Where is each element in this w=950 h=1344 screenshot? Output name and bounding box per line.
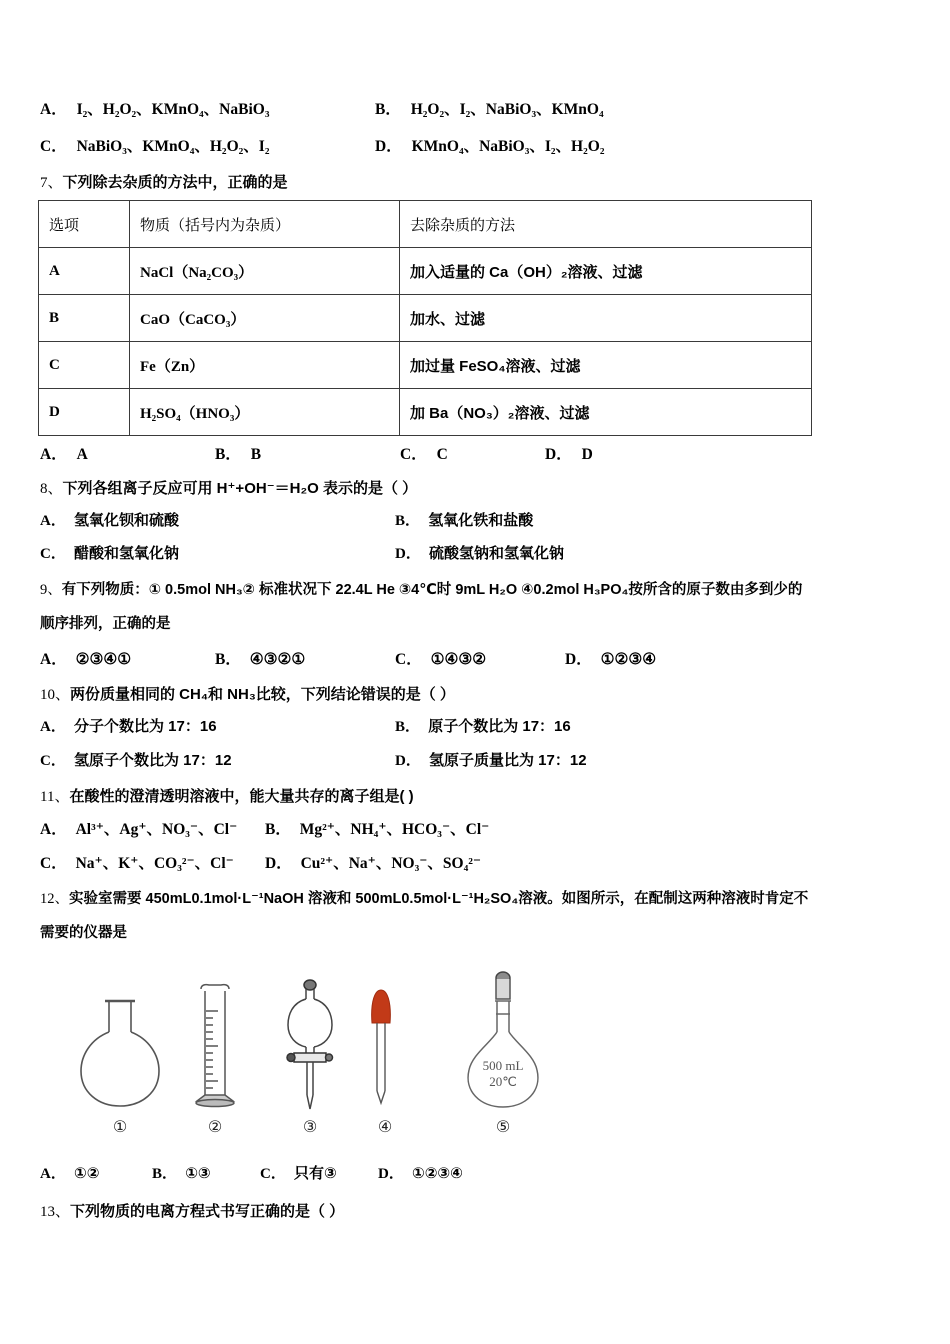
q7-option-b-text: B (250, 446, 262, 463)
q9-option-a-text: ②③④① (75, 651, 132, 668)
apparatus-figure (40, 965, 600, 1145)
q8-option-a (40, 512, 179, 531)
q9-option-c-label: C． (395, 651, 422, 668)
q9-stem-line-2: 顺序排列，正确的是 (40, 616, 171, 632)
q10-option-b (395, 718, 571, 737)
q9-option-a (40, 650, 131, 669)
q11-option-b-text: Mg²⁺、NH₄⁺、HCO₃⁻、Cl⁻ (299, 821, 490, 838)
q7-option-c-label: C． (400, 446, 427, 463)
table-cell-option: B (39, 295, 130, 342)
q11-option-a-text: Al³⁺、Ag⁺、NO₃⁻、Cl⁻ (75, 821, 238, 838)
q11-stem-text: 在酸性的澄清透明溶液中，能大量共存的离子组是( ) (69, 788, 414, 805)
table-cell-substance: CaO（CaCO₃） (130, 295, 400, 342)
q11-option-a-label: A． (40, 821, 67, 838)
q8-option-b-text: 氢氧化铁和盐酸 (428, 512, 534, 529)
q11-option-d-text: Cu²⁺、Na⁺、NO₃⁻、SO₄²⁻ (300, 855, 482, 872)
q12-option-b-label: B． (152, 1166, 178, 1182)
q12-option-b (152, 1165, 211, 1184)
table-cell-option: A (39, 248, 130, 295)
q12-stem-text-1: 实验室需要 450mL0.1mol·L⁻¹NaOH 溶液和 500mL0.5mol·L⁻¹H₂SO₄溶液。如图所示，在配制这两种溶液时肯定不 (69, 891, 809, 907)
q7-option-b-label: B． (215, 446, 241, 463)
q7-number: 7、 (40, 175, 63, 191)
q12-option-a-label: A． (40, 1166, 66, 1182)
q6-option-c-text: NaBiO₃、KMnO₄、H₂O₂、I₂ (76, 138, 270, 155)
q9-stem-text-1: 有下列物质：① 0.5mol NH₃② 标准状况下 22.4L He ③4℃时 9mL H₂O ④0.2mol H₃PO₄按所含的原子数由多到少的 (61, 582, 803, 598)
q12-option-d (378, 1165, 463, 1184)
q9-number: 9、 (40, 582, 62, 598)
q7-option-c-text: C (436, 446, 448, 463)
q8-option-a-label: A． (40, 513, 66, 529)
figure-caption-5: ⑤ (495, 1117, 511, 1136)
q13-stem-text: 下列物质的电离方程式书写正确的是（ ） (70, 1203, 345, 1220)
q12-option-c (260, 1165, 337, 1184)
q7-option-a-text: A (76, 446, 88, 463)
table-header-substance: 物质（括号内为杂质） (130, 201, 400, 248)
q10-option-c (40, 752, 232, 771)
figure-caption-3: ③ (302, 1117, 318, 1136)
table-cell-method: 加水、过滤 (400, 295, 812, 342)
q12-option-a (40, 1165, 99, 1184)
table-row (39, 248, 812, 295)
q10-option-d (395, 752, 587, 771)
q10-option-c-label: C． (40, 753, 66, 769)
q10-stem-line (40, 685, 455, 705)
q7-option-d-text: D (581, 446, 593, 463)
q8-stem-text: 下列各组离子反应可用 H⁺+OH⁻＝H₂O 表示的是（ ） (62, 480, 418, 497)
volumetric-flask-volume-label: 500 mL (482, 1058, 524, 1073)
dropper-icon (360, 987, 406, 1109)
q8-option-d (395, 545, 564, 564)
table-cell-method: 加过量 FeSO₄溶液、过滤 (400, 342, 812, 389)
q7-option-a-label: A． (40, 446, 67, 463)
q10-option-b-text: 原子个数比为 17：16 (428, 718, 571, 735)
q6-option-a-label: A． (40, 101, 67, 118)
impurity-removal-table (38, 200, 812, 436)
q10-number: 10、 (40, 687, 71, 703)
q7-option-a (40, 445, 88, 464)
table-cell-substance: NaCl（Na₂CO₃） (130, 248, 400, 295)
q9-stem-line-1 (40, 581, 802, 599)
q6-option-c-label: C． (40, 138, 67, 155)
q12-option-d-label: D． (378, 1166, 404, 1182)
q9-option-c (395, 650, 486, 669)
figure-caption-1: ① (112, 1117, 128, 1136)
table-cell-option: C (39, 342, 130, 389)
q6-option-b-label: B． (375, 101, 401, 118)
round-bottom-flask-icon (75, 985, 165, 1110)
q6-option-d-text: KMnO₄、NaBiO₃、I₂、H₂O₂ (411, 138, 605, 155)
q11-option-b (265, 820, 489, 839)
q12-option-c-text: 只有③ (294, 1165, 337, 1182)
table-row (39, 295, 812, 342)
figure-caption-4: ④ (377, 1117, 393, 1136)
q13-stem-line (40, 1202, 344, 1222)
table-cell-method: 加 Ba（NO₃）₂溶液、过滤 (400, 389, 812, 436)
q11-option-b-label: B． (265, 821, 291, 838)
q10-option-a (40, 718, 217, 737)
q7-option-d-label: D． (545, 446, 572, 463)
table-cell-substance: Fe（Zn） (130, 342, 400, 389)
q8-option-b-label: B． (395, 513, 421, 529)
q9-option-b-text: ④③②① (249, 651, 306, 668)
q7-option-b (215, 445, 261, 464)
table-header-method: 去除杂质的方法 (400, 201, 812, 248)
q11-option-d (265, 854, 481, 873)
q8-option-b (395, 512, 533, 531)
q9-option-b (215, 650, 305, 669)
q8-option-d-text: 硫酸氢钠和氢氧化钠 (429, 545, 565, 562)
q6-option-d (375, 137, 604, 156)
q12-option-d-text: ①②③④ (412, 1165, 463, 1182)
q6-option-b-text: H₂O₂、I₂、NaBiO₃、KMnO₄ (410, 101, 604, 118)
q11-option-a (40, 820, 237, 839)
figure-caption-2: ② (207, 1117, 223, 1136)
table-header-row (39, 201, 812, 248)
q12-number: 12、 (40, 891, 69, 907)
q12-option-c-label: C． (260, 1166, 286, 1182)
q8-option-a-text: 氢氧化钡和硫酸 (74, 512, 180, 529)
table-row (39, 342, 812, 389)
q9-option-d-label: D． (565, 651, 592, 668)
q8-option-c-text: 醋酸和氢氧化钠 (74, 545, 180, 562)
q10-option-d-label: D． (395, 753, 421, 769)
q10-option-b-label: B． (395, 719, 421, 735)
q7-option-d (545, 445, 593, 464)
q10-option-c-text: 氢原子个数比为 17：12 (74, 752, 232, 769)
volumetric-flask-temp-label: 20℃ (489, 1074, 517, 1089)
q6-option-a-text: I₂、H₂O₂、KMnO₄、NaBiO₃ (76, 101, 270, 118)
q11-number: 11、 (40, 789, 70, 805)
table-cell-substance: H₂SO₄（HNO₃） (130, 389, 400, 436)
q10-option-a-text: 分子个数比为 17：16 (74, 718, 217, 735)
table-cell-option: D (39, 389, 130, 436)
q8-number: 8、 (40, 481, 63, 497)
q8-option-c-label: C． (40, 546, 66, 562)
q13-number: 13、 (40, 1204, 71, 1220)
q11-option-d-label: D． (265, 855, 292, 872)
q8-option-c (40, 545, 179, 564)
q7-stem-text: 下列除去杂质的方法中，正确的是 (62, 174, 288, 191)
q12-option-a-text: ①② (74, 1165, 100, 1182)
q12-option-b-text: ①③ (185, 1165, 211, 1182)
q10-option-d-text: 氢原子质量比为 17：12 (429, 752, 587, 769)
q8-option-d-label: D． (395, 546, 421, 562)
q9-option-b-label: B． (215, 651, 241, 668)
q6-option-c (40, 137, 269, 156)
q8-stem-line (40, 479, 417, 499)
q7-stem-line (40, 173, 288, 193)
q11-option-c-text: Na⁺、K⁺、CO₃²⁻、Cl⁻ (75, 855, 234, 872)
q9-option-a-label: A． (40, 651, 67, 668)
q6-option-d-label: D． (375, 138, 402, 155)
table-header-option: 选项 (39, 201, 130, 248)
table-row (39, 389, 812, 436)
volumetric-flask-icon (460, 969, 546, 1114)
q6-option-b (375, 100, 604, 119)
q9-option-d (565, 650, 656, 669)
q11-option-c (40, 854, 234, 873)
q9-option-d-text: ①②③④ (600, 651, 657, 668)
q11-stem-line (40, 787, 414, 807)
q12-stem-line-1 (40, 890, 808, 908)
q12-stem-line-2: 需要的仪器是 (40, 925, 127, 941)
q10-option-a-label: A． (40, 719, 66, 735)
q9-option-c-text: ①④③② (430, 651, 487, 668)
table-cell-method: 加入适量的 Ca（OH）₂溶液、过滤 (400, 248, 812, 295)
pipette-with-stopcock-icon (280, 977, 340, 1117)
graduated-cylinder-icon (185, 979, 245, 1111)
q7-option-c (400, 445, 448, 464)
q10-stem-text: 两份质量相同的 CH₄和 NH₃比较，下列结论错误的是（ ） (70, 686, 455, 703)
q11-option-c-label: C． (40, 855, 67, 872)
q6-option-a (40, 100, 269, 119)
